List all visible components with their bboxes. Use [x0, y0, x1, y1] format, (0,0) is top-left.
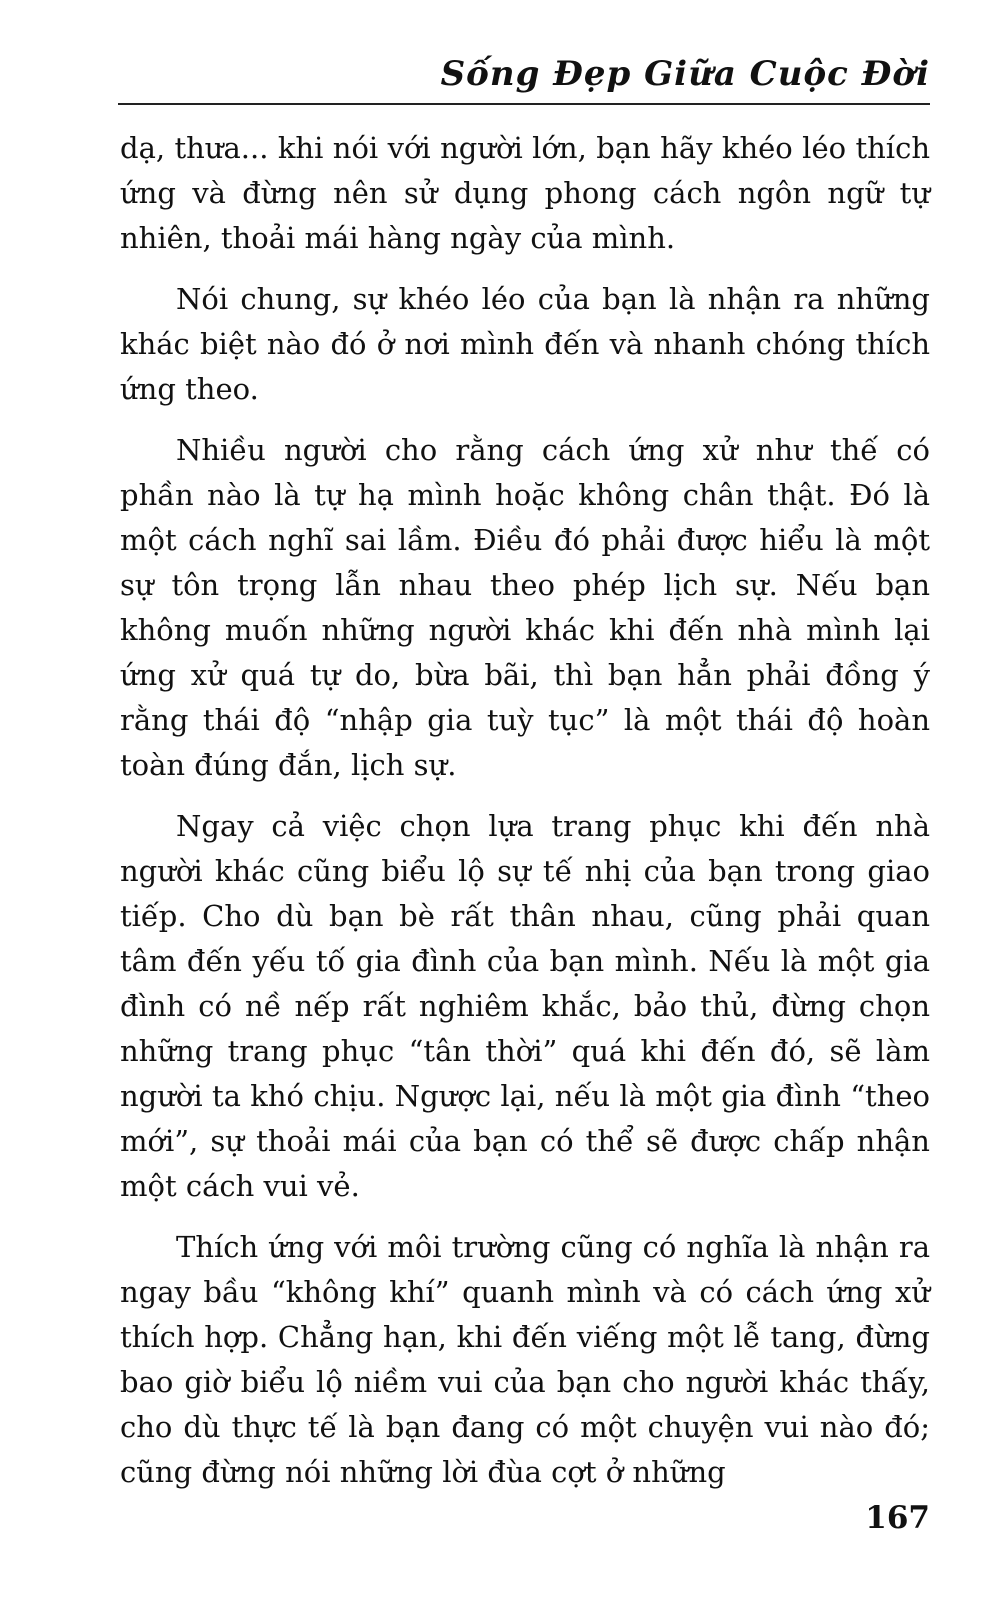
- paragraph: Nhiều người cho rằng cách ứng xử như thế có phần nào là tự hạ mình hoặc không chân thật. Đó là một cách nghĩ sai lầm. Điều đó phải được hiểu là một sự tôn trọng lẫn nhau theo phép lịch sự. Nếu bạn không muốn những người khác khi đến nhà mình lại ứng xử quá tự do, bừa bãi, thì bạn hẳn phải đồng ý rằng thái độ “nhập gia tuỳ tục” là một thái độ hoàn toàn đúng đắn, lịch sự.: [120, 433, 930, 782]
- paragraph-continued: dạ, thưa... khi nói với người lớn, bạn hãy khéo léo thích ứng và đừng nên sử dụng phong cách ngôn ngữ tự nhiên, thoải mái hàng ngày của mình.: [120, 131, 930, 255]
- page-number: 167: [865, 1500, 930, 1536]
- paragraph: Thích ứng với môi trường cũng có nghĩa là nhận ra ngay bầu “không khí” quanh mình và có cách ứng xử thích hợp. Chẳng hạn, khi đến viếng một lễ tang, đừng bao giờ biểu lộ niềm vui của bạn cho người khác thấy, cho dù thực tế là bạn đang có một chuyện vui nào đó; cũng đừng nói những lời đùa cợt ở những: [120, 1230, 930, 1489]
- running-header: Sống Đẹp Giữa Cuộc Đời: [440, 54, 930, 94]
- body-text: [120, 126, 930, 1511]
- paragraph: Nói chung, sự khéo léo của bạn là nhận ra những khác biệt nào đó ở nơi mình đến và nhanh chóng thích ứng theo.: [120, 282, 930, 406]
- paragraph: Ngay cả việc chọn lựa trang phục khi đến nhà người khác cũng biểu lộ sự tế nhị của bạn trong giao tiếp. Cho dù bạn bè rất thân nhau, cũng phải quan tâm đến yếu tố gia đình của bạn mình. Nếu là một gia đình có nề nếp rất nghiêm khắc, bảo thủ, đừng chọn những trang phục “tân thời” quá khi đến đó, sẽ làm người ta khó chịu. Ngược lại, nếu là một gia đình “theo mới”, sự thoải mái của bạn có thể sẽ được chấp nhận một cách vui vẻ.: [120, 809, 930, 1203]
- header-rule: [118, 103, 930, 105]
